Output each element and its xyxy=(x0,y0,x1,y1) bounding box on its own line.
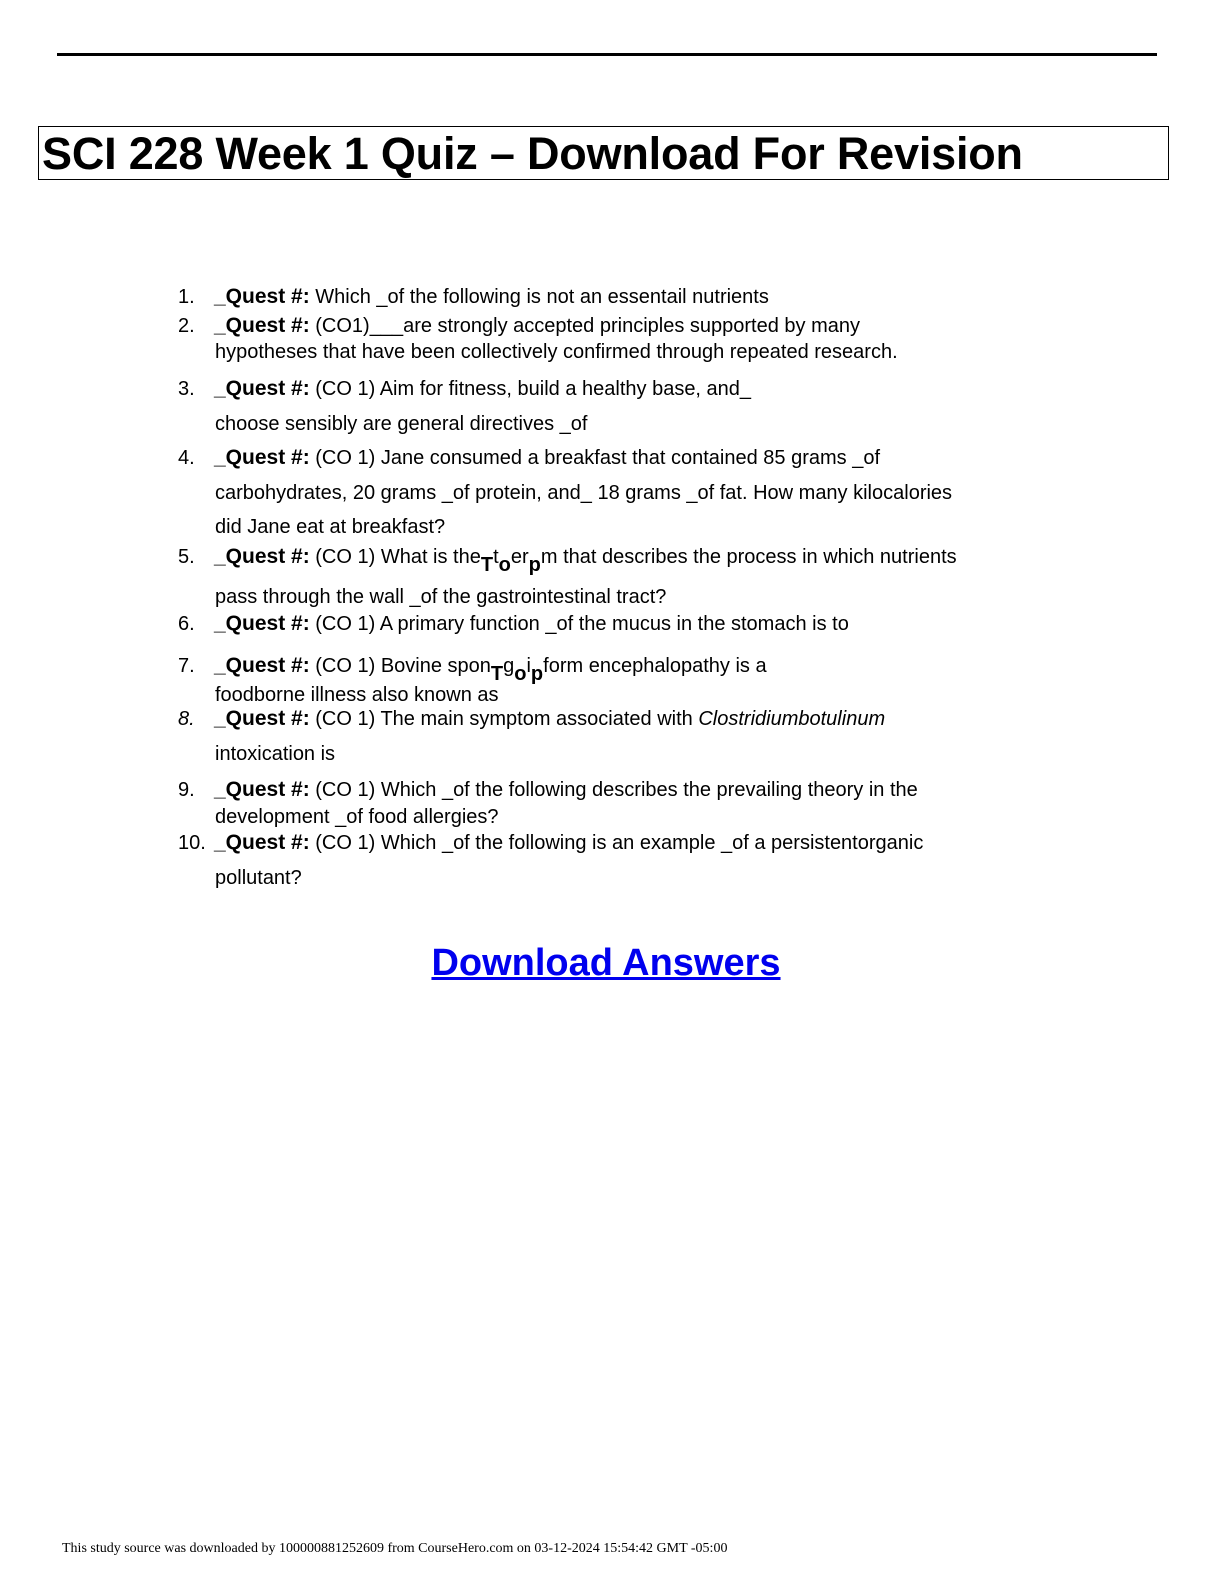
footer-source-note: This study source was downloaded by 100000881252609 from CourseHero.com on 03-12-2024 15:54:42 GMT -05:00 xyxy=(62,1541,728,1556)
question-text: (CO 1) Jane consumed a breakfast that contained 85 grams _of xyxy=(309,447,881,469)
quest-label: _Quest #: xyxy=(214,377,310,400)
question-text: hypotheses that have been collectively confirmed through repeated research. xyxy=(215,341,898,363)
watermark-glyph: T xyxy=(490,663,504,685)
question-line xyxy=(214,654,767,685)
question-text: foodborne illness also known as xyxy=(215,684,499,706)
watermark-glyph: T xyxy=(480,554,494,576)
question-text: development _of food allergies? xyxy=(215,806,499,828)
question-text: (CO 1) The main symptom associated with xyxy=(309,708,699,730)
question-text: choose sensibly are general directives _of xyxy=(215,413,588,435)
quest-label: _Quest #: xyxy=(214,831,310,854)
question-number: 7. xyxy=(178,655,195,677)
question-text: (CO 1) Which _of the following describes the prevailing theory in the xyxy=(309,779,918,801)
question-number: 8. xyxy=(178,708,195,730)
quest-label: _Quest #: xyxy=(214,612,310,635)
question-text: intoxication is xyxy=(215,743,336,765)
question-text: m that describes the process in which nutrients xyxy=(540,546,957,568)
question-text: (CO 1) A primary function _of the mucus in the stomach is to xyxy=(309,613,849,635)
question-text: form encephalopathy is a xyxy=(543,655,767,677)
quest-label: _Quest #: xyxy=(214,707,310,730)
question-line xyxy=(214,446,880,470)
quest-label: _Quest #: xyxy=(214,285,310,308)
question-text: (CO 1) What is the xyxy=(309,546,481,568)
question-text: (CO 1) Aim for fitness, build a healthy base, and_ xyxy=(309,378,752,400)
question-number: 4. xyxy=(178,447,195,469)
watermark-glyph: p xyxy=(528,554,541,576)
question-text: pass through the wall _of the gastrointestinal tract? xyxy=(215,586,667,608)
question-text: t xyxy=(493,546,499,568)
question-text: (CO 1) Which _of the following is an example _of a persistentorganic xyxy=(309,832,924,854)
question-number: 6. xyxy=(178,613,195,635)
question-text: did Jane eat at breakfast? xyxy=(215,516,446,538)
question-text: i xyxy=(526,655,531,677)
quest-label: _Quest #: xyxy=(214,446,310,469)
question-text: g xyxy=(503,655,515,677)
question-text: (CO 1) Bovine spon xyxy=(309,655,491,677)
question-number: 3. xyxy=(178,378,195,400)
question-line xyxy=(214,831,923,855)
question-line xyxy=(214,285,769,309)
question-text: (CO1)___are strongly accepted principles supported by many xyxy=(309,315,860,337)
question-line xyxy=(214,778,918,802)
title-box xyxy=(38,126,1169,180)
question-text: Which _of the following is not an essentail nutrients xyxy=(309,286,769,308)
question-text: carbohydrates, 20 grams _of protein, and_ 18 grams _of fat. How many kilocalories xyxy=(215,482,953,504)
page-title: SCI 228 Week 1 Quiz – Download For Revision xyxy=(42,128,1023,179)
question-number: 9. xyxy=(178,779,195,801)
question-number: 10. xyxy=(178,832,206,854)
quest-label: _Quest #: xyxy=(214,545,310,568)
top-rule xyxy=(57,53,1157,56)
question-text: er xyxy=(510,546,529,568)
question-text: pollutant? xyxy=(215,867,302,889)
download-answers-link[interactable]: Download Answers xyxy=(431,942,781,984)
question-text-italic: Clostridiumbotulinum xyxy=(698,708,886,730)
quest-label: _Quest #: xyxy=(214,314,310,337)
watermark-glyph: o xyxy=(514,663,527,685)
question-line xyxy=(214,377,751,401)
question-line xyxy=(214,545,957,576)
question-line xyxy=(214,314,860,338)
quest-label: _Quest #: xyxy=(214,654,310,677)
question-number: 1. xyxy=(178,286,195,308)
watermark-glyph: o xyxy=(498,554,511,576)
quest-label: _Quest #: xyxy=(214,778,310,801)
question-line xyxy=(214,612,849,636)
question-number: 2. xyxy=(178,315,195,337)
watermark-glyph: p xyxy=(530,663,544,685)
question-number: 5. xyxy=(178,546,195,568)
question-line xyxy=(214,707,885,731)
